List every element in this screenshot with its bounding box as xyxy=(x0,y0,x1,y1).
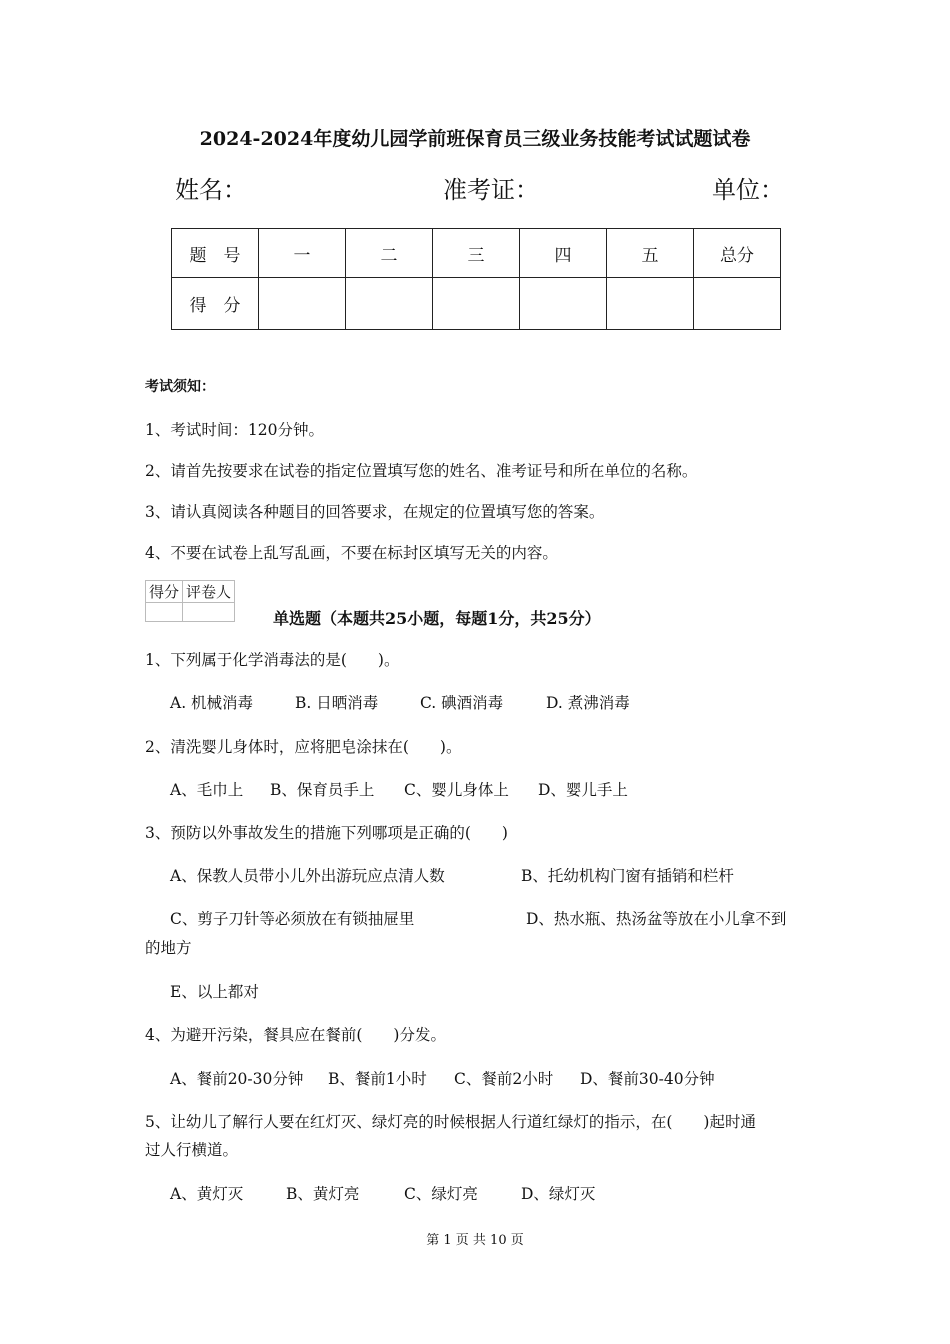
question-stem-continuation: 过人行横道。 xyxy=(145,1141,239,1159)
question-stem: 1、下列属于化学消毒法的是( )。 xyxy=(145,651,400,669)
score-cell[interactable] xyxy=(520,278,607,330)
header-cell: 三 xyxy=(433,229,520,278)
question-option[interactable]: A、黄灯灭 xyxy=(170,1185,244,1203)
section-title: 单选题（本题共25小题，每题1分，共25分） xyxy=(273,609,601,628)
question-option[interactable]: C. 碘酒消毒 xyxy=(420,694,504,712)
page-footer: 第 1 页 共 10 页 xyxy=(426,1233,524,1248)
notice-item: 2、请首先按要求在试卷的指定位置填写您的姓名、准考证号和所在单位的名称。 xyxy=(145,462,698,480)
question-option[interactable]: D. 煮沸消毒 xyxy=(546,694,630,712)
name-label: 姓名： xyxy=(175,176,247,204)
score-table xyxy=(171,228,781,330)
question-option[interactable]: B、托幼机构门窗有插销和栏杆 xyxy=(521,867,734,885)
header-cell: 题 号 xyxy=(172,229,259,278)
header-cell: 一 xyxy=(259,229,346,278)
question-option[interactable]: D、餐前30-40分钟 xyxy=(580,1070,715,1088)
unit-label: 单位： xyxy=(712,176,784,204)
score-cell[interactable] xyxy=(694,278,781,330)
notice-item: 1、考试时间：120分钟。 xyxy=(145,421,324,439)
question-option[interactable]: B、保育员手上 xyxy=(270,781,375,799)
question-option[interactable]: D、热水瓶、热汤盆等放在小儿拿不到 xyxy=(526,910,787,928)
question-option-continuation: 的地方 xyxy=(145,939,192,957)
score-table-score-row xyxy=(172,278,781,330)
score-cell[interactable] xyxy=(259,278,346,330)
grader-reviewer-cell[interactable] xyxy=(183,603,235,622)
notice-title: 考试须知： xyxy=(145,379,215,395)
score-row-label: 得 分 xyxy=(172,278,259,330)
grader-score-label: 得分 xyxy=(146,581,183,603)
grader-table xyxy=(145,580,235,622)
question-option[interactable]: D、绿灯灭 xyxy=(521,1185,596,1203)
question-option[interactable]: A. 机械消毒 xyxy=(170,694,254,712)
question-option[interactable]: E、以上都对 xyxy=(170,983,259,1001)
grader-reviewer-label: 评卷人 xyxy=(183,581,235,603)
notice-item: 4、不要在试卷上乱写乱画，不要在标封区填写无关的内容。 xyxy=(145,544,558,562)
grader-score-cell[interactable] xyxy=(146,603,183,622)
score-cell[interactable] xyxy=(346,278,433,330)
header-cell: 总分 xyxy=(694,229,781,278)
question-option[interactable]: C、餐前2小时 xyxy=(454,1070,554,1088)
question-stem: 5、让幼儿了解行人要在红灯灭、绿灯亮的时候根据人行道红绿灯的指示，在( )起时通 xyxy=(145,1113,756,1131)
question-stem: 4、为避开污染，餐具应在餐前( )分发。 xyxy=(145,1026,446,1044)
score-cell[interactable] xyxy=(607,278,694,330)
header-cell: 四 xyxy=(520,229,607,278)
score-table-header-row xyxy=(172,229,781,278)
question-option[interactable]: A、保教人员带小儿外出游玩应点清人数 xyxy=(170,867,445,885)
header-cell: 二 xyxy=(346,229,433,278)
header-cell: 五 xyxy=(607,229,694,278)
exam-number-label: 准考证： xyxy=(443,176,539,204)
notice-item: 3、请认真阅读各种题目的回答要求，在规定的位置填写您的答案。 xyxy=(145,503,605,521)
question-stem: 3、预防以外事故发生的措施下列哪项是正确的( ) xyxy=(145,824,508,842)
question-option[interactable]: B、餐前1小时 xyxy=(328,1070,427,1088)
question-option[interactable]: A、餐前20-30分钟 xyxy=(170,1070,304,1088)
score-cell[interactable] xyxy=(433,278,520,330)
question-option[interactable]: C、婴儿身体上 xyxy=(404,781,509,799)
question-option[interactable]: B、黄灯亮 xyxy=(286,1185,360,1203)
question-option[interactable]: C、绿灯亮 xyxy=(404,1185,478,1203)
question-option[interactable]: C、剪子刀针等必须放在有锁抽屉里 xyxy=(170,910,415,928)
question-option[interactable]: A、毛巾上 xyxy=(170,781,244,799)
exam-title: 2024-2024年度幼儿园学前班保育员三级业务技能考试试题试卷 xyxy=(199,128,751,150)
question-option[interactable]: B. 日晒消毒 xyxy=(295,694,379,712)
question-stem: 2、清洗婴儿身体时，应将肥皂涂抹在( )。 xyxy=(145,738,462,756)
question-option[interactable]: D、婴儿手上 xyxy=(538,781,628,799)
